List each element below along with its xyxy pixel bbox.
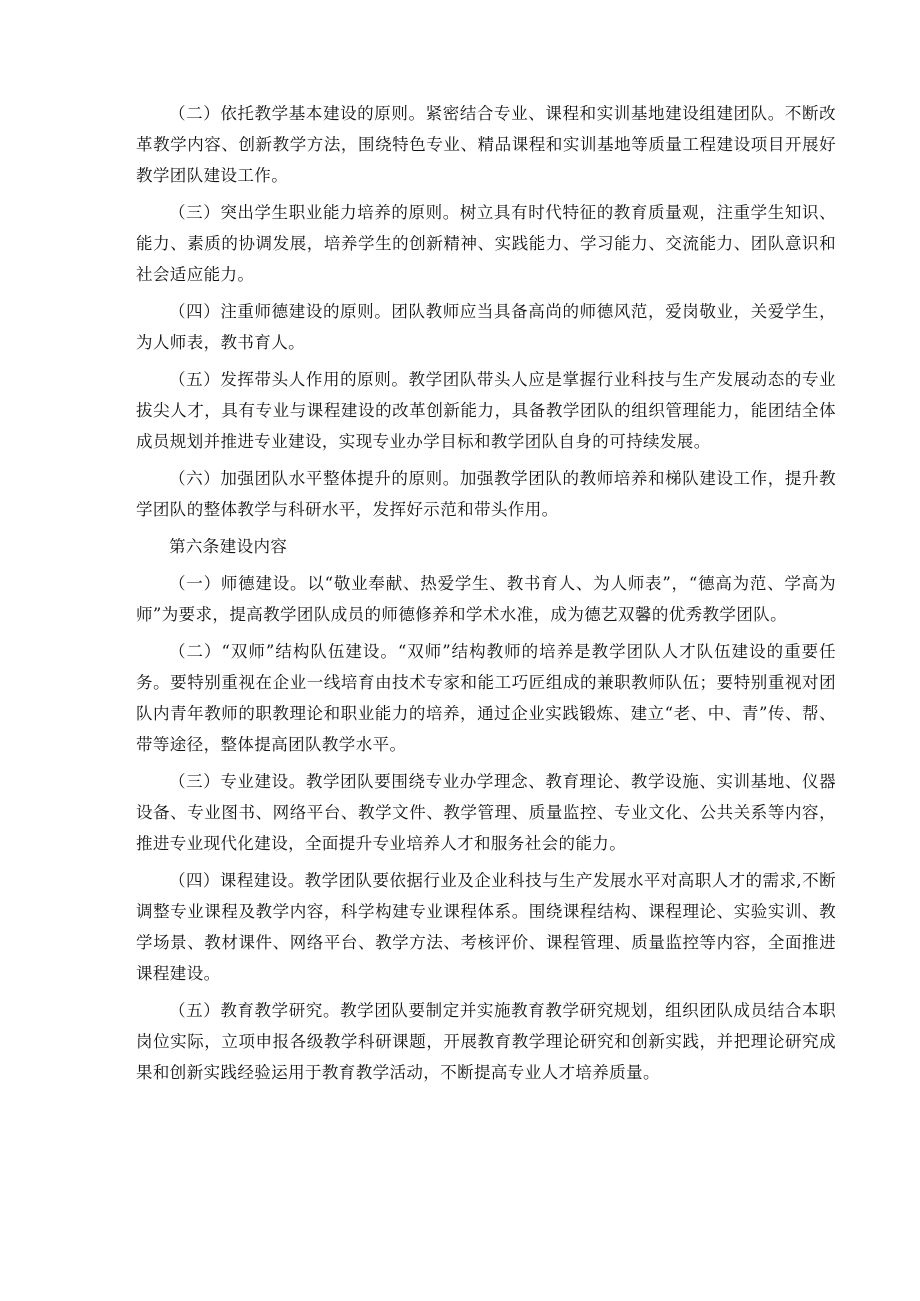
content-3-paragraph: （三）专业建设。教学团队要围绕专业办学理念、教育理论、教学设施、实训基地、仪器设备、专业图书、网络平台、教学文件、教学管理、质量监控、专业文化、公共关系等内容，推进专业现代化建设，全面提升专业培养人才和服务社会的能力。 <box>136 772 836 853</box>
content-2-paragraph: （二）“双师”结构队伍建设。“双师”结构教师的培养是教学团队人才队伍建设的重要任务。要特别重视在企业一线培育由技术专家和能工巧匠组成的兼职教师队伍；要特别重视对团队内青年教师的职教理论和职业能力的培养，通过企业实践锻炼、建立“老、中、青”传、帮、带等途径，整体提高团队教学水平。 <box>136 642 836 754</box>
principle-4-paragraph: （四）注重师德建设的原则。团队教师应当具备高尚的师德风范，爱岗敬业，关爱学生，为人师表，教书育人。 <box>136 302 836 352</box>
document-body <box>136 98 836 1094</box>
content-4-paragraph: （四）课程建设。教学团队要依据行业及企业科技与生产发展水平对高职人才的需求,不断调整专业课程及教学内容，科学构建专业课程体系。围绕课程结构、课程理论、实验实训、教学场景、教材课件、网络平台、教学方法、考核评价、课程管理、质量监控等内容，全面推进课程建设。 <box>136 871 836 983</box>
section-heading: 第六条建设内容 <box>169 537 288 556</box>
content-5-paragraph: （五）教育教学研究。教学团队要制定并实施教育教学研究规划，组织团队成员结合本职岗位实际，立项申报各级教学科研课题，开展教育教学理论研究和创新实践，并把理论研究成果和创新实践经验运用于教育教学活动，不断提高专业人才培养质量。 <box>136 1001 836 1082</box>
principle-6-paragraph: （六）加强团队水平整体提升的原则。加强教学团队的教师培养和梯队建设工作，提升教学团队的整体教学与科研水平，发挥好示范和带头作用。 <box>136 469 836 519</box>
principle-5-paragraph: （五）发挥带头人作用的原则。教学团队带头人应是掌握行业科技与生产发展动态的专业拔尖人才，具有专业与课程建设的改革创新能力，具备教学团队的组织管理能力，能团结全体成员规划并推进专业建设，实现专业办学目标和教学团队自身的可持续发展。 <box>136 370 836 451</box>
principle-3-paragraph: （三）突出学生职业能力培养的原则。树立具有时代特征的教育质量观，注重学生知识、能力、素质的协调发展，培养学生的创新精神、实践能力、学习能力、交流能力、团队意识和社会适应能力。 <box>136 203 836 284</box>
content-1-paragraph: （一）师德建设。以“敬业奉献、热爱学生、教书育人、为人师表”，“德高为范、学高为师”为要求，提高教学团队成员的师德修养和学术水准，成为德艺双馨的优秀教学团队。 <box>136 574 836 624</box>
principle-2-paragraph: （二）依托教学基本建设的原则。紧密结合专业、课程和实训基地建设组建团队。不断改革教学内容、创新教学方法，围绕特色专业、精品课程和实训基地等质量工程建设项目开展好教学团队建设工作。 <box>136 104 836 185</box>
